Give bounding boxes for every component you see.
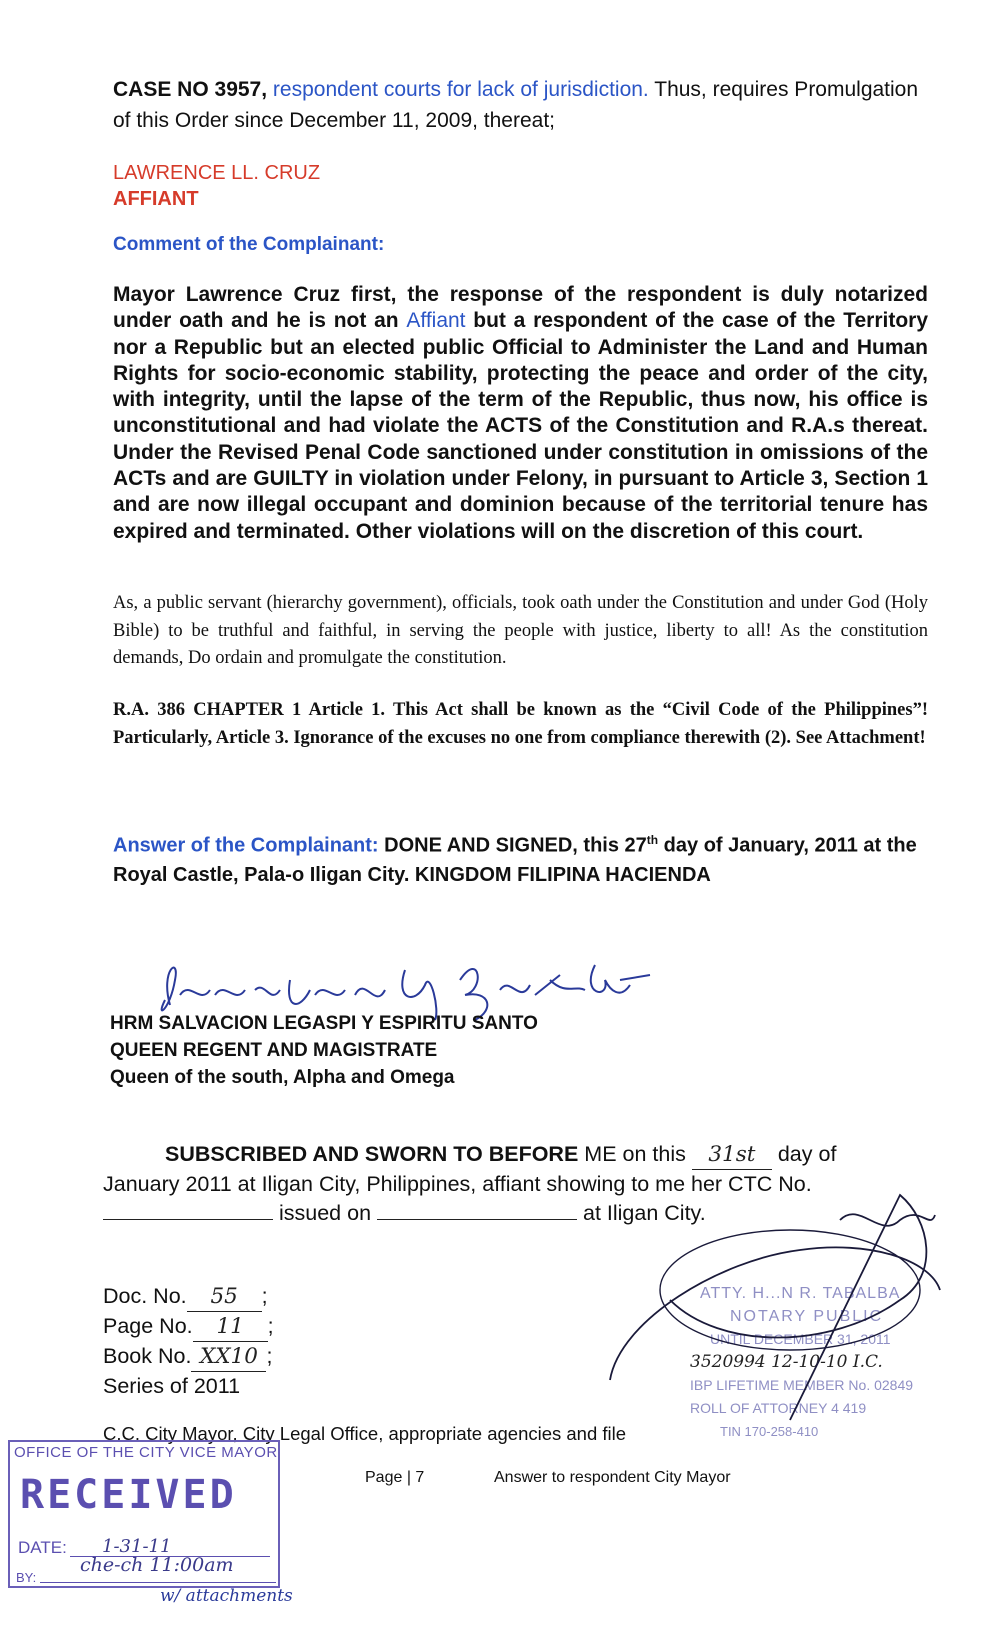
case-number: CASE NO 3957, (113, 78, 268, 101)
jurat-me: ME on this (584, 1142, 686, 1166)
notary-line6: ROLL OF ATTORNEY 4 419 (690, 1400, 867, 1416)
received-stamp (8, 1440, 280, 1588)
signatory-subtitle: Queen of the south, Alpha and Omega (110, 1067, 455, 1088)
jurat-day: 31st (692, 1140, 772, 1170)
signatory-title: QUEEN REGENT AND MAGISTRATE (110, 1040, 438, 1061)
notary-line5: IBP LIFETIME MEMBER No. 02849 (690, 1377, 914, 1393)
answer-label: Answer of the Complainant: (113, 834, 379, 857)
notary-line7: TIN 170-258-410 (720, 1424, 819, 1439)
jurat-line2: January 2011 at Iligan City, Philippines, affiant showing to me her CTC No. (103, 1172, 812, 1196)
ctc-blank (103, 1219, 273, 1220)
main-para-before: Mayor Lawrence Cruz first, the response of the respondent is duly notarized under oath and he is not an (113, 283, 928, 333)
footer-title: Answer to respondent City Mayor (494, 1469, 731, 1486)
case-reason: respondent courts for lack of jurisdiction. (272, 78, 649, 101)
affiant-block (113, 160, 320, 212)
stamp-date-label: DATE: (18, 1538, 67, 1557)
ra-paragraph: R.A. 386 CHAPTER 1 Article 1. This Act shall be known as the “Civil Code of the Philippines”! Particularly, Article 3. Ignorance of the excuses no one from compliance therewith (2). See Attachment! (113, 700, 928, 748)
comment-heading: Comment of the Complainant: (113, 234, 385, 255)
notary-line1: ATTY. H...N R. TABALBA (700, 1285, 901, 1302)
notary-signature-image (600, 1180, 980, 1440)
jurat-day-of: day of (777, 1142, 837, 1166)
notary-line4: 3520994 12-10-10 I.C. (690, 1352, 883, 1372)
answer-paragraph (113, 826, 928, 890)
case-paragraph (113, 74, 928, 136)
case-rest: Thus, requires Promulgation of this Order since December 11, 2009, thereat; (113, 78, 919, 132)
affiant-word: Affiant (406, 309, 466, 333)
affiant-title: AFFIANT (113, 188, 199, 210)
stamp-by-value: che-ch 11:00am (80, 1554, 234, 1576)
page-value: 11 (193, 1312, 268, 1342)
answer-sup: th (646, 833, 659, 847)
doc-value: 55 (187, 1282, 262, 1312)
stamp-date-value: 1-31-11 (102, 1536, 172, 1557)
doc-label: Doc. No. (103, 1284, 187, 1308)
cc-line: C.C. City Mayor, City Legal Office, appropriate agencies and file (103, 1423, 627, 1444)
stamp-received: RECEIVED (20, 1472, 237, 1518)
answer-text-2: day of January, 2011 at the Royal Castle, Pala-o Iligan City. KINGDOM FILIPINA HACIENDA (113, 834, 917, 886)
notary-line2: NOTARY PUBLIC (730, 1308, 884, 1325)
stamp-office: OFFICE OF THE CITY VICE MAYOR (14, 1444, 278, 1461)
page-label: Page No. (103, 1314, 193, 1338)
issued-date-blank (377, 1219, 577, 1220)
book-label: Book No. (103, 1344, 192, 1368)
stamp-by-label: BY: (16, 1570, 37, 1585)
stamp-by-line (40, 1582, 276, 1583)
main-para-after: but a respondent of the case of the Territory nor a Republic but an elected public Official to Administer the Land and Human Rights for socio-economic stability, protecting the peace and order of the city, with integrity, until the lapse of the term of the Republic, thus now, his office is unconstitutional and had violate the ACTS of the Constitution and R.A.s thereat. Under the Revised Penal Code sanctioned under constitution in omissions of the ACTs and are GUILTY in violation under Felony, in pursuant to Article 3, Section 1 and are now illegal occupant and dominion because of the territorial tenure has expired and terminated. Other violations will on the discretion of this court. (113, 309, 928, 543)
main-paragraph (113, 282, 928, 545)
affiant-name: LAWRENCE LL. CRUZ (113, 162, 321, 184)
oath-paragraph: As, a public servant (hierarchy government), officials, took oath under the Constitution and under God (Holy Bible) to be truthful and faithful, in serving the people with justice, liberty to all! As the constitution demands, Do ordain and promulgate the constitution. (113, 593, 928, 668)
jurat-lead: SUBSCRIBED AND SWORN TO BEFORE (165, 1142, 579, 1166)
signatory-block (110, 1010, 538, 1091)
notarial-register: Doc. No. 55 ; Page No. 11 ; Book No. XX10 ; Series of 2011 (103, 1282, 274, 1401)
jurat-issued: issued on (278, 1201, 372, 1225)
answer-text-1: DONE AND SIGNED, this 27 (384, 834, 647, 857)
attachment-note: w/ attachments (160, 1586, 293, 1606)
jurat-at: at Iligan City. (583, 1201, 706, 1225)
series-label: Series of 2011 (103, 1374, 241, 1398)
footer-page-number: Page | 7 (365, 1469, 425, 1486)
notary-line3: UNTIL DECEMBER 31, 2011 (710, 1331, 891, 1347)
book-value: XX10 (191, 1342, 266, 1372)
signatory-name: HRM SALVACION LEGASPI Y ESPIRITU SANTO (110, 1013, 538, 1034)
